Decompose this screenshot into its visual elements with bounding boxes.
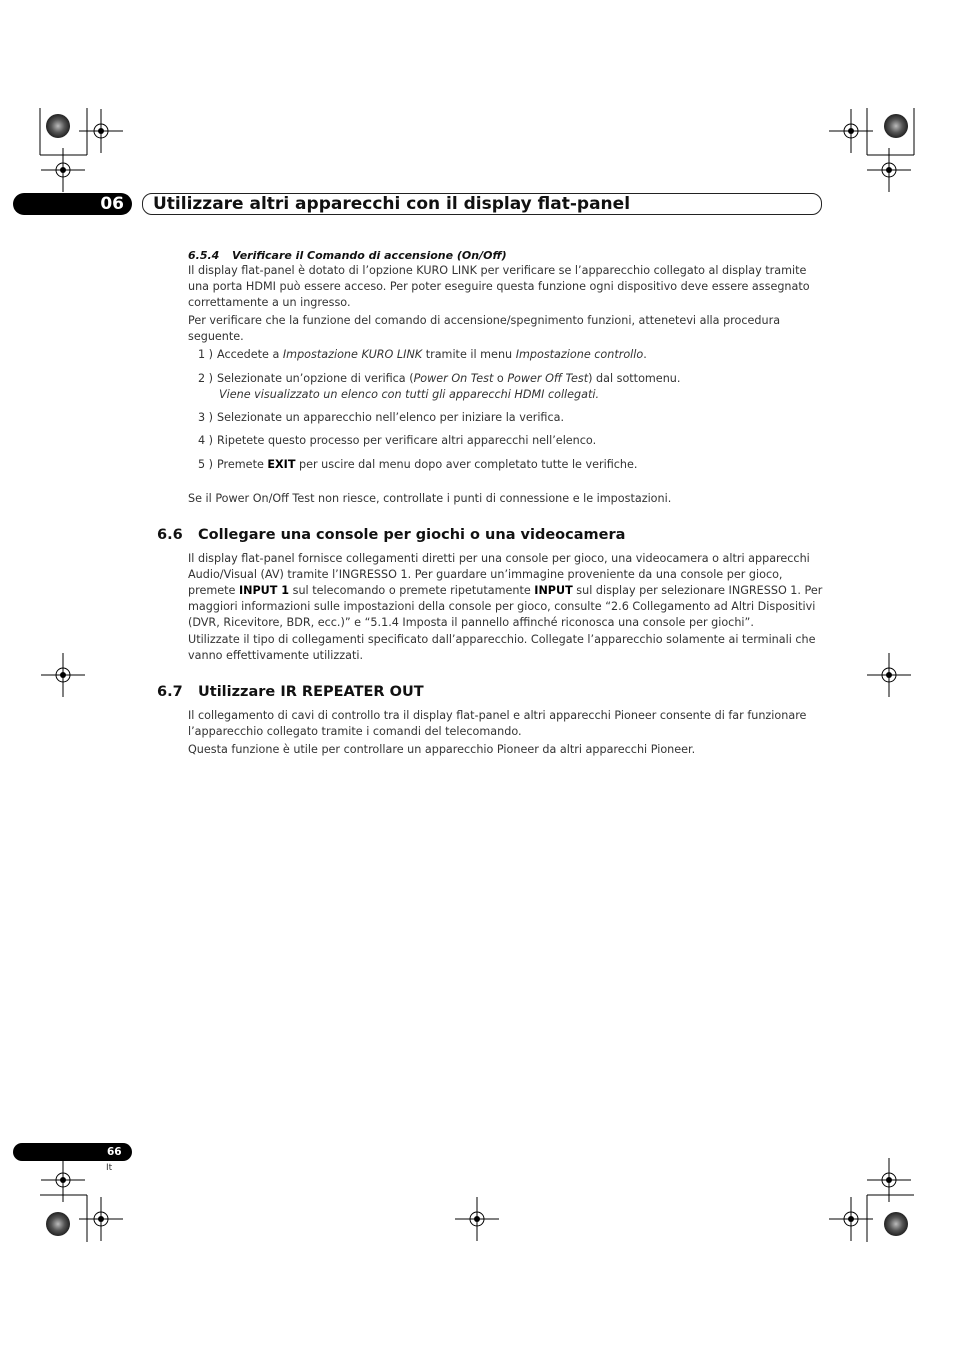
step-text: per uscire dal menu dopo aver completato tutte le verifiche. xyxy=(295,458,638,471)
text-run: sul telecomando o premete ripetutamente xyxy=(289,584,535,597)
text-run: Il display flat-panel fornisce collegamenti diretti per una console per gioco, una videocamera o altri apparecchi Audio/Visual (AV) tramite l’INGRESSO 1. Per guardare un’immagine proveniente da una console per gioco, premete xyxy=(188,552,810,597)
key-label: EXIT xyxy=(267,458,296,471)
step-result: Viene visualizzato un elenco con tutti gli apparecchi HDMI collegati. xyxy=(219,388,600,401)
rosette-icon xyxy=(46,1212,70,1236)
key-label: INPUT 1 xyxy=(238,584,290,597)
paragraph-procedure-intro: Per verificare che la funzione del comando di accensione/spegnimento funzioni, attenetevi alla procedura seguente. xyxy=(188,314,781,343)
rosette-icon xyxy=(884,114,908,138)
text-run: sul display per selezionare INGRESSO 1. Per maggiori informazioni sulle impostazioni della console per gioco, consulte “2.6 Collegamento ad Altri Dispositivi (DVR, Ricevitore, BDR, ecc.)” e “5.1.4 Imposta il pannello affinché riconosca una console per giochi”. xyxy=(188,584,823,629)
step-number: 5 ) xyxy=(198,458,214,471)
chapter-number: 06 xyxy=(100,194,124,214)
page-number: 66 xyxy=(107,1146,122,1158)
paragraph-kuro-link: Il display flat-panel è dotato di l’opzione KURO LINK per verificare se l’apparecchio collegato al display tramite una porta HDMI può essere acceso. Per poter eseguire questa funzione ogni dispositivo deve essere assegnato correttamente a un ingresso. xyxy=(188,264,810,309)
step-number: 1 ) xyxy=(198,348,214,361)
step-emphasis: Impostazione KURO LINK xyxy=(282,348,423,361)
step-text: Premete xyxy=(217,458,268,471)
step-text: Selezionate un apparecchio nell’elenco per iniziare la verifica. xyxy=(217,411,565,424)
step-text: o xyxy=(493,372,508,385)
paragraph-ir-repeater: Il collegamento di cavi di controllo tra il display flat-panel e altri apparecchi Pioneer consente di far funzionare l’apparecchio collegato tramite i comandi del telecomando. xyxy=(188,709,807,738)
step-emphasis: Impostazione controllo xyxy=(515,348,644,361)
rosette-icon xyxy=(46,114,70,138)
step-number: 3 ) xyxy=(198,411,214,424)
paragraph-connection-type: Utilizzate il tipo di collegamenti specificato dall’apparecchio. Collegate l’apparecchio solamente ai terminali che vanno effettivamente utilizzati. xyxy=(188,633,816,662)
paragraph-troubleshoot: Se il Power On/Off Test non riesce, controllate i punti di connessione e le impostazioni. xyxy=(188,492,672,505)
rosette-icon xyxy=(884,1212,908,1236)
paragraph-ir-usage: Questa funzione è utile per controllare un apparecchio Pioneer da altri apparecchi Pioneer. xyxy=(188,743,696,756)
step-emphasis: Power On Test xyxy=(413,372,494,385)
step-emphasis: Power Off Test xyxy=(507,372,589,385)
chapter-title: Utilizzare altri apparecchi con il display flat-panel xyxy=(153,194,631,214)
step-text: Accedete a xyxy=(217,348,283,361)
step-number: 2 ) xyxy=(198,372,214,385)
section-number: 6.7 xyxy=(157,684,183,700)
step-text: Selezionate un’opzione di verifica ( xyxy=(217,372,414,385)
step-text: ) dal sottomenu. xyxy=(588,372,681,385)
step-text: . xyxy=(643,348,647,361)
section-number: 6.6 xyxy=(157,527,183,543)
subsection-title: Verificare il Comando di accensione (On/Off) xyxy=(232,249,507,262)
language-code: It xyxy=(106,1163,113,1173)
key-label: INPUT xyxy=(534,584,573,597)
subsection-number: 6.5.4 xyxy=(188,249,220,262)
step-text: tramite il menu xyxy=(422,348,516,361)
step-number: 4 ) xyxy=(198,434,214,447)
section-title: Utilizzare IR REPEATER OUT xyxy=(198,684,424,700)
section-title: Collegare una console per giochi o una videocamera xyxy=(198,527,626,543)
step-text: Ripetete questo processo per verificare altri apparecchi nell’elenco. xyxy=(217,434,597,447)
